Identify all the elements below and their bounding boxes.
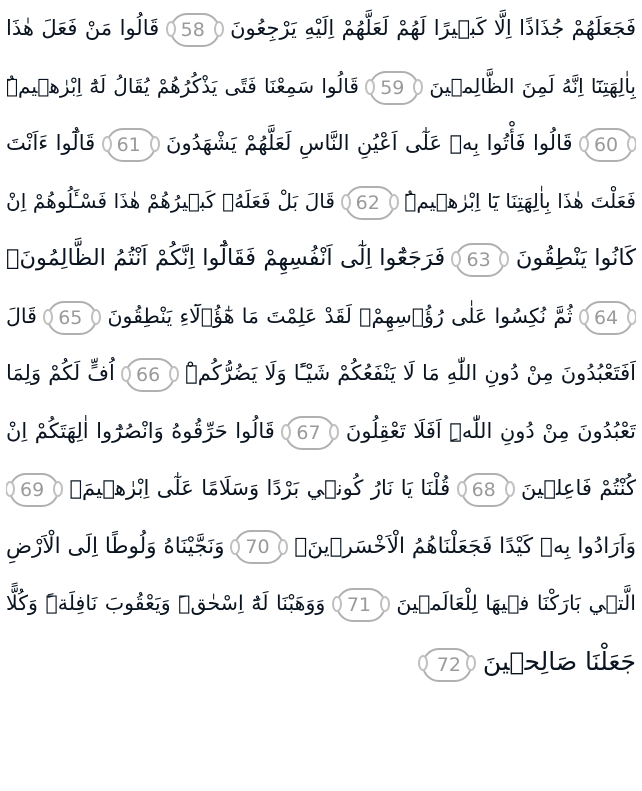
ayah-number: 58: [170, 13, 220, 47]
ayah-number-marker: [583, 127, 633, 161]
verse-line: [6, 345, 636, 403]
ayah-number: 62: [345, 186, 395, 220]
ayah-number: 65: [47, 301, 97, 335]
ayah-number-marker: [170, 12, 220, 46]
verse-text: فَعَلْتَ هٰذَا بِاٰلِهَتِنَا يَٓا اِبْرٰه۪يمُۜ: [404, 188, 636, 213]
ayah-number: 68: [461, 473, 511, 507]
verse-line: [6, 460, 636, 518]
ayah-number-marker: [106, 127, 156, 161]
ayah-number: 67: [285, 416, 335, 450]
verse-text: اَفَتَعْبُدُونَ مِنْ دُونِ اللّٰهِ مَا لَا يَنْفَعُكُمْ شَيْـًٔا وَلَا يَضُرُّكُمْۜ: [185, 361, 636, 385]
verse-text: وَوَهَبْنَا لَهُٓ اِسْحٰقَۜ وَيَعْقُوبَ نَافِلَةًۜ وَكُلًّا: [6, 591, 326, 615]
verse-line: [6, 633, 636, 691]
verse-line: [6, 230, 636, 288]
ayah-number-marker: [345, 185, 395, 219]
verse-text: ثُمَّ نُكِسُوا عَلٰى رُؤُ۫سِهِمْۚ لَقَدْ عَلِمْتَ مَا هٰٓؤُ۬لَٓاءِ يَنْطِقُونَ: [107, 303, 573, 328]
ayah-number-marker: [234, 530, 284, 564]
verse-line: [6, 173, 636, 231]
verse-line: [6, 288, 636, 346]
verse-text: قَالَ بَلْ فَعَلَهُۗ كَب۪يرُهُمْ هٰذَا فَسْـَٔلُوهُمْ اِنْ: [6, 188, 335, 213]
ayah-number: 72: [422, 648, 472, 682]
ayah-number-marker: [47, 300, 97, 334]
ayah-number-marker: [583, 300, 633, 334]
verse-text: قَالَ: [6, 303, 37, 328]
verse-line: [6, 115, 636, 173]
ayah-number-marker: [369, 70, 419, 104]
verse-text: قَالُوا سَمِعْنَا فَتًى يَذْكُرُهُمْ يُقَالُ لَهُٓ اِبْرٰه۪يمُۜ: [6, 73, 359, 98]
verse-text: قَالُوا فَأْتُوا بِه۪ عَلٰٓى اَعْيُنِ النَّاسِ لَعَلَّهُمْ يَشْهَدُونَ: [166, 131, 573, 155]
ayah-number: 64: [583, 301, 633, 335]
verse-text: قُلْنَا يَا نَارُ كُون۪ي بَرْدًا وَسَلَامًا عَلٰٓى اِبْرٰه۪يمَۙ: [69, 476, 451, 500]
ayah-number: 71: [336, 588, 386, 622]
ayah-number-marker: [461, 472, 511, 506]
verse-text: قَالُٓوا ءَاَنْتَ: [6, 131, 96, 155]
verse-line: [6, 0, 636, 58]
ayah-number: 61: [106, 128, 156, 162]
ayah-number: 59: [369, 71, 419, 105]
ayah-number: 63: [455, 243, 505, 277]
verse-text: بِاٰلِهَتِنَٓا اِنَّهُ لَمِنَ الظَّالِم۪ينَ: [429, 73, 636, 98]
ayah-number-marker: [125, 357, 175, 391]
verse-line: [6, 518, 636, 576]
ayah-number-marker: [285, 415, 335, 449]
ayah-number: 69: [9, 473, 59, 507]
verse-text: قَالُوا مَنْ فَعَلَ هٰذَا: [6, 16, 160, 40]
verse-text: الَّت۪ي بَارَكْنَا ف۪يهَا لِلْعَالَم۪ينَ: [396, 591, 636, 615]
ayah-number: 60: [583, 128, 633, 162]
verse-text: وَنَجَّيْنَاهُ وَلُوطًا اِلَى الْاَرْضِ: [6, 533, 225, 559]
verse-text: كَانُوا يَنْطِقُونَ: [515, 245, 636, 271]
verse-text: قَالُوا حَرِّقُوهُ وَانْصُرُٓوا اٰلِهَتَكُمْ اِنْ: [6, 418, 275, 443]
verse-line: [6, 403, 636, 461]
verse-text: اُفٍّ لَكُمْ وَلِمَا: [6, 361, 115, 385]
verse-line: [6, 58, 636, 116]
ayah-number: 70: [234, 530, 284, 564]
verse-text: فَجَعَلَهُمْ جُذَاذًا اِلَّا كَب۪يرًا لَهُمْ لَعَلَّهُمْ اِلَيْهِ يَرْجِعُونَ: [230, 16, 636, 40]
verse-line: [6, 575, 636, 633]
ayah-number-marker: [455, 242, 505, 276]
verse-text: فَرَجَعُٓوا اِلٰٓى اَنْفُسِهِمْ فَقَالُٓوا اِنَّكُمْ اَنْتُمُ الظَّالِمُونَۙ: [6, 245, 446, 271]
verse-text: جَعَلْنَا صَالِح۪ينَ: [482, 646, 636, 676]
ayah-number-marker: [336, 587, 386, 621]
verse-text: وَاَرَادُوا بِه۪ كَيْدًا فَجَعَلْنَاهُمُ الْاَخْسَر۪ينَۚ: [294, 533, 636, 559]
verse-text: كُنْتُمْ فَاعِل۪ينَ: [521, 476, 636, 500]
ayah-number: 66: [125, 358, 175, 392]
ayah-number-marker: [9, 472, 59, 506]
ayah-number-marker: [422, 646, 472, 680]
verse-text: تَعْبُدُونَ مِنْ دُونِ اللّٰهِۜ اَفَلَا تَعْقِلُونَ: [345, 418, 636, 443]
